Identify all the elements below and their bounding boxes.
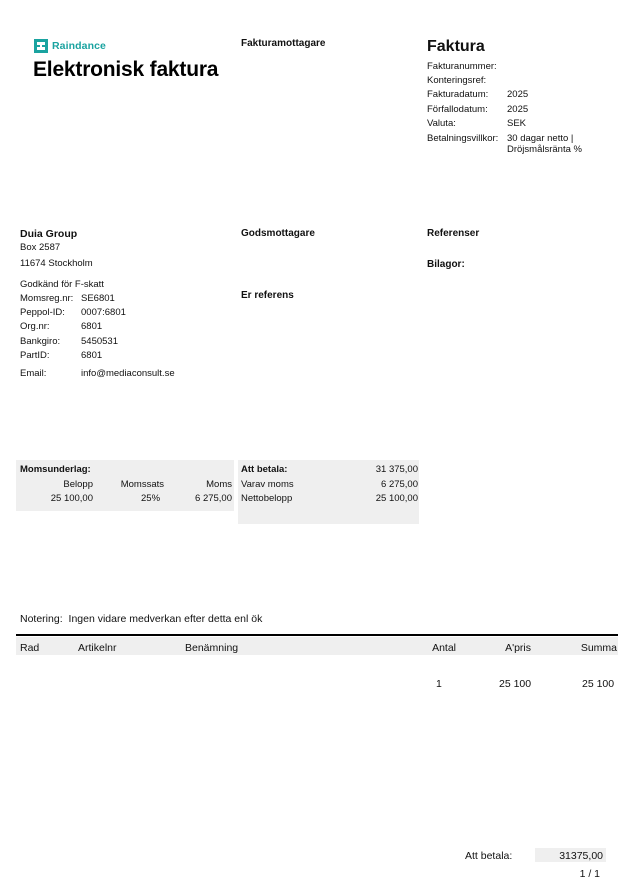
vat-summary-heading: Momsunderlag: — [20, 464, 91, 475]
net-amount-value: 25 100,00 — [375, 493, 418, 504]
vat-amount-value: 25 100,00 — [50, 493, 93, 504]
seller-name: Duia Group — [20, 228, 78, 240]
vat-rate-value: 25 — [141, 493, 152, 504]
payment-terms-value-2: Dröjsmålsränta % — [507, 144, 582, 155]
vat-col-vat: Moms — [206, 479, 232, 490]
seller-ftax: Godkänd för F-skatt — [20, 279, 104, 290]
vat-reg-value: SE6801 — [81, 293, 115, 304]
due-date-value: 2025 — [507, 104, 529, 115]
col-unit-price: A'pris — [505, 642, 531, 654]
seller-address-line1: Box 2587 — [20, 242, 61, 253]
footer-total-label: Att betala: — [465, 850, 513, 862]
brand-logo — [34, 39, 106, 53]
note-text: Ingen vidare medverkan efter detta enl ök — [68, 613, 263, 625]
due-date-label: Förfallodatum: — [427, 104, 488, 115]
raindance-logo-icon — [34, 39, 48, 53]
peppol-id-label: Peppol-ID: — [20, 307, 65, 318]
net-amount-label: Nettobelopp — [241, 493, 293, 504]
vat-rate-unit: % — [151, 493, 161, 504]
vat-col-rate: Momssats — [120, 479, 164, 490]
bankgiro-label: Bankgiro: — [20, 336, 61, 347]
row-sum: 25 100 — [582, 678, 615, 690]
invoice-heading: Faktura — [427, 38, 485, 55]
vat-col-amount: Belopp — [63, 479, 93, 490]
row-unit-price: 25 100 — [499, 678, 532, 690]
invoice-date-label: Fakturadatum: — [427, 89, 489, 100]
currency-value: SEK — [507, 118, 527, 129]
document-title: Elektronisk faktura — [33, 58, 219, 81]
buyer-heading: Fakturamottagare — [241, 38, 326, 49]
page-number: 1 / 1 — [579, 868, 600, 880]
brand-name: Raindance — [52, 40, 106, 52]
note-row — [20, 613, 262, 625]
account-ref-label: Konteringsref: — [427, 75, 487, 86]
vat-included-label: Varav moms — [241, 479, 294, 490]
seller-address-line2: 11674 Stockholm — [20, 258, 93, 269]
vat-reg-label: Momsreg.nr: — [20, 293, 74, 304]
email-label: Email: — [20, 368, 47, 379]
payment-terms-value: 30 dagar netto | — [507, 133, 574, 144]
org-nr-value: 6801 — [81, 321, 103, 332]
goods-recipient-heading: Godsmottagare — [241, 228, 315, 239]
footer-total-value: 31375,00 — [559, 850, 603, 862]
bankgiro-value: 5450531 — [81, 336, 118, 347]
email-value[interactable]: info@mediaconsult.se — [81, 368, 175, 379]
references-heading: Referenser — [427, 228, 480, 239]
table-top-rule — [16, 634, 618, 636]
attachments-heading: Bilagor: — [427, 259, 465, 270]
amount-due-value: 31 375,00 — [375, 464, 418, 475]
invoice-date-value: 2025 — [507, 89, 529, 100]
note-label: Notering: — [20, 613, 63, 625]
col-quantity: Antal — [432, 642, 456, 654]
amount-due-label: Att betala: — [241, 464, 288, 475]
col-article: Artikelnr — [78, 642, 117, 654]
org-nr-label: Org.nr: — [20, 321, 50, 332]
row-quantity: 1 — [436, 678, 442, 690]
payment-terms-label: Betalningsvillkor: — [427, 133, 499, 144]
currency-label: Valuta: — [427, 118, 456, 129]
col-description: Benämning — [185, 642, 239, 654]
vat-included-value: 6 275,00 — [381, 479, 418, 490]
vat-value: 6 275,00 — [195, 493, 232, 504]
invoice-number-label: Fakturanummer: — [427, 61, 497, 72]
part-id-value: 6801 — [81, 350, 103, 361]
vat-rate-cell — [141, 493, 160, 504]
col-row: Rad — [20, 642, 40, 654]
peppol-id-value: 0007:6801 — [81, 307, 126, 318]
your-reference-heading: Er referens — [241, 290, 294, 301]
col-sum: Summa — [580, 642, 617, 654]
part-id-label: PartID: — [20, 350, 50, 361]
